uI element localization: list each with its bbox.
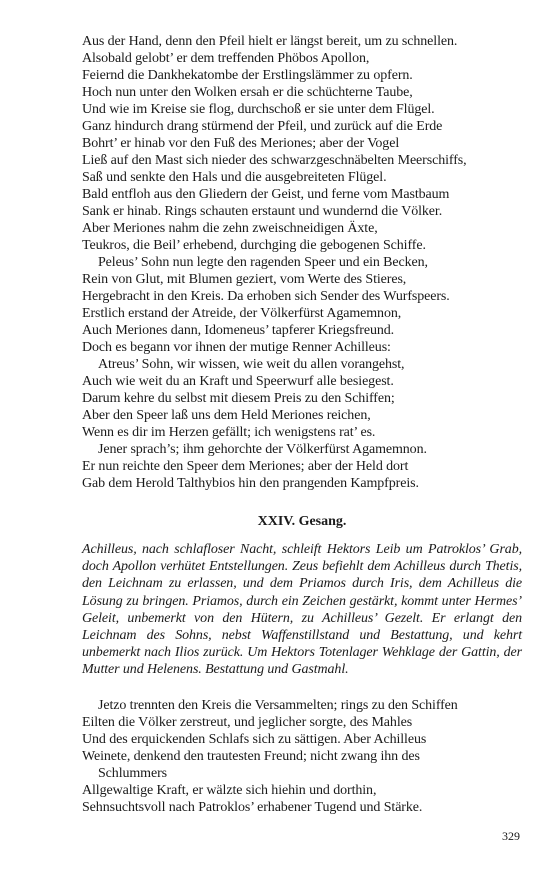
verse-line: Peleus’ Sohn nun legte den ragenden Speer und ein Becken, bbox=[98, 255, 428, 270]
verse-line: Allgewaltige Kraft, er wälzte sich hiehin und dorthin, bbox=[82, 782, 377, 798]
page-number: 329 bbox=[502, 829, 520, 843]
verse-line: Hergebracht in den Kreis. Da erhoben sich Sender des Wurfspeers. bbox=[82, 289, 450, 304]
chapter-heading: XXIV. Gesang. bbox=[257, 514, 347, 529]
verse-line: Auch Meriones dann, Idomeneus’ tapferer Kriegsfreund. bbox=[82, 323, 395, 338]
verse-line: Atreus’ Sohn, wir wissen, wie weit du allen vorangehst, bbox=[98, 357, 405, 372]
verse-line: Doch es begann vor ihnen der mutige Renner Achilleus: bbox=[82, 340, 391, 355]
verse-line: Sehnsuchtsvoll nach Patroklos’ erhabener Tugend und Stärke. bbox=[82, 799, 423, 815]
verse-line: Jetzo trennten den Kreis die Versammelten; rings zu den Schiffen bbox=[98, 697, 458, 713]
verse-line: Teukros, die Beil’ erhebend, durchging die gebogenen Schiffe. bbox=[82, 238, 426, 253]
verse-line: Er nun reichte den Speer dem Meriones; aber der Held dort bbox=[82, 459, 409, 474]
verse-line: Hoch nun unter den Wolken ersah er die schüchterne Taube, bbox=[82, 85, 413, 100]
verse-line: Alsobald gelobt’ er dem treffenden Phöbos Apollon, bbox=[82, 51, 370, 66]
verse-line: Weinete, denkend den trautesten Freund; nicht zwang ihn des bbox=[82, 748, 420, 764]
verse-block-bottom bbox=[82, 697, 522, 816]
verse-line: Und des erquickenden Schlafs sich zu sättigen. Aber Achilleus bbox=[82, 731, 427, 747]
verse-line: Auch wie weit du an Kraft und Speerwurf alle besiegest. bbox=[82, 374, 394, 389]
chapter-summary: Achilleus, nach schlafloser Nacht, schleift Hektors Leib um Patroklos’ Grab, doch Apollon verhütet Entstellungen. Zeus befiehlt dem Achilleus durch Thetis, den Leichnam zu erlassen, und dem Priamos durch Iris, dem Achilleus die Lösung zu bringen. Priamos, durch ein Zeichen gestärkt, kommt unter Hermes’ Geleit, unbemerkt von den Hütern, zu Achilleus’ Gezelt. Er erlangt den Leichnam des Sohns, nebst Waffenstillstand und Bestattung, und kehrt unbemerkt nach Ilios zurück. Um Hektors Totenlager Wehklage der Gattin, der Mutter und Helenens. Bestattung und Gastmahl. bbox=[82, 542, 522, 678]
verse-line: Sank er hinab. Rings schauten erstaunt und wundernd die Völker. bbox=[82, 204, 443, 219]
verse-line: Feiernd die Dankhekatombe der Erstlingslämmer zu opfern. bbox=[82, 68, 413, 83]
verse-line: Schlummers bbox=[98, 765, 167, 781]
verse-line: Erstlich erstand der Atreide, der Völkerfürst Agamemnon, bbox=[82, 306, 402, 321]
verse-line: Darum kehre du selbst mit diesem Preis zu den Schiffen; bbox=[82, 391, 395, 406]
verse-line: Ließ auf den Mast sich nieder des schwarzgeschnäbelten Meerschiffs, bbox=[82, 153, 467, 168]
verse-line: Und wie im Kreise sie flog, durchschoß er sie unter dem Flügel. bbox=[82, 102, 435, 117]
verse-line: Gab dem Herold Talthybios hin den prangenden Kampfpreis. bbox=[82, 476, 419, 491]
verse-line: Saß und senkte den Hals und die ausgebreiteten Flügel. bbox=[82, 170, 387, 185]
verse-line: Ganz hindurch drang stürmend der Pfeil, und zurück auf die Erde bbox=[82, 119, 443, 134]
verse-line: Bohrt’ er hinab vor den Fuß des Meriones; aber der Vogel bbox=[82, 136, 400, 151]
verse-block-top bbox=[82, 33, 522, 492]
page-content bbox=[82, 33, 522, 816]
verse-line: Rein von Glut, mit Blumen geziert, vom Werte des Stieres, bbox=[82, 272, 407, 287]
verse-line: Aber den Speer laß uns dem Held Meriones reichen, bbox=[82, 408, 371, 423]
verse-line: Eilten die Völker zerstreut, und jeglicher sorgte, des Mahles bbox=[82, 714, 413, 730]
verse-line: Jener sprach’s; ihm gehorchte der Völkerfürst Agamemnon. bbox=[98, 442, 427, 457]
verse-line: Bald entfloh aus den Gliedern der Geist, und ferne vom Mastbaum bbox=[82, 187, 450, 202]
verse-line: Wenn es dir im Herzen gefällt; ich wenigstens rat’ es. bbox=[82, 425, 376, 440]
verse-line: Aber Meriones nahm die zehn zweischneidigen Äxte, bbox=[82, 221, 378, 236]
verse-line: Aus der Hand, denn den Pfeil hielt er längst bereit, um zu schnellen. bbox=[82, 34, 458, 49]
